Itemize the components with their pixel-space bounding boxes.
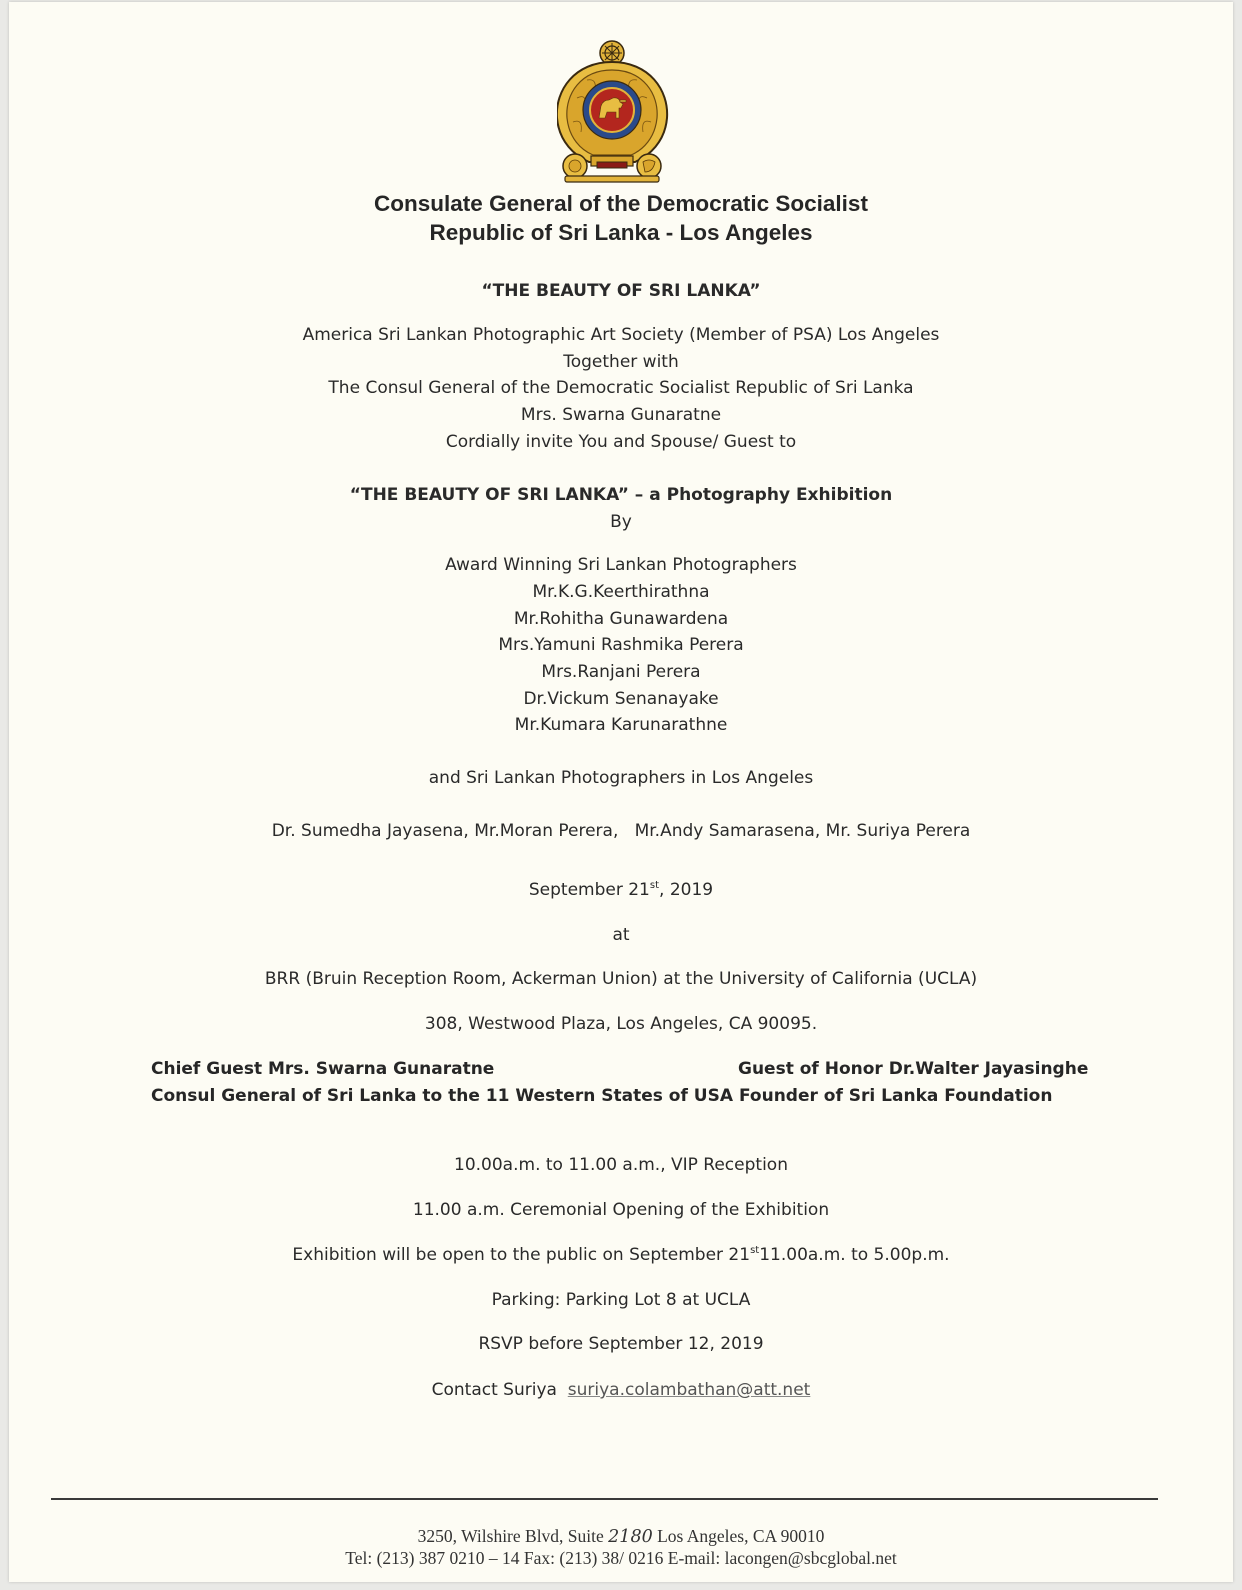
schedule-public-hours <box>9 1244 1233 1266</box>
invitation-line: Together with <box>563 352 679 372</box>
event-address: 308, Westwood Plaza, Los Angeles, CA 90095. <box>424 1014 818 1034</box>
photographer-name: Dr.Vickum Senanayake <box>523 689 719 709</box>
consulate-name-line2: Republic of Sri Lanka - Los Angeles <box>429 220 813 245</box>
event-at: at <box>612 925 630 945</box>
photographer-name: Mrs.Ranjani Perera <box>541 662 701 682</box>
footer-divider <box>51 1498 1158 1500</box>
la-photographers-names: Dr. Sumedha Jayasena, Mr.Moran Perera, Mr.Andy Samarasena, Mr. Suriya Perera <box>271 821 971 841</box>
event-date-main: September 21 <box>528 880 650 900</box>
guest-of-honor-name: Guest of Honor Dr.Walter Jayasinghe <box>738 1059 1089 1079</box>
schedule-opening: 11.00 a.m. Ceremonial Opening of the Exhibition <box>412 1200 830 1220</box>
public-hours-prefix: Exhibition will be open to the public on September 21 <box>292 1245 751 1265</box>
invitation-line: The Consul General of the Democratic Socialist Republic of Sri Lanka <box>328 378 914 398</box>
guest-of-honor-title: Founder of Sri Lanka Foundation <box>739 1086 1053 1106</box>
footer-suite-number: 2180 <box>608 1527 653 1547</box>
photographer-name: Mrs.Yamuni Rashmika Perera <box>498 635 744 655</box>
invitation-line: America Sri Lankan Photographic Art Society (Member of PSA) Los Angeles <box>302 325 940 345</box>
public-hours-suffix: 11.00a.m. to 5.00p.m. <box>759 1245 950 1265</box>
exhibition-by: By <box>610 512 632 532</box>
consulate-name-line1: Consulate General of the Democratic Socialist <box>374 191 868 216</box>
footer-address <box>9 1526 1233 1547</box>
la-photographers-heading: and Sri Lankan Photographers in Los Angeles <box>428 768 814 788</box>
public-hours-ordinal: st <box>750 1245 760 1256</box>
event-date-year: , 2019 <box>659 880 714 900</box>
photographer-name: Mr.K.G.Keerthirathna <box>532 582 710 602</box>
invitation-page <box>9 2 1233 1582</box>
rsvp-info: RSVP before September 12, 2019 <box>478 1334 764 1354</box>
exhibition-title: “THE BEAUTY OF SRI LANKA” – a Photography Exhibition <box>349 485 893 505</box>
photographer-name: Mr.Rohitha Gunawardena <box>513 609 729 629</box>
schedule-reception: 10.00a.m. to 11.00 a.m., VIP Reception <box>454 1155 788 1175</box>
chief-guest-name: Chief Guest Mrs. Swarna Gunaratne <box>151 1059 495 1079</box>
event-venue: BRR (Bruin Reception Room, Ackerman Union) at the University of California (UCLA) <box>264 969 978 989</box>
photographers-heading: Award Winning Sri Lankan Photographers <box>445 555 797 575</box>
chief-guest-title: Consul General of Sri Lanka to the 11 Western States of USA <box>151 1086 733 1106</box>
footer-address-suffix: Los Angeles, CA 90010 <box>652 1526 825 1546</box>
event-date <box>9 879 1233 901</box>
contact-info <box>9 1379 1233 1401</box>
invitation-line: Mrs. Swarna Gunaratne <box>520 405 722 425</box>
document-title: “THE BEAUTY OF SRI LANKA” <box>481 281 761 301</box>
sri-lanka-national-emblem-icon <box>557 38 677 188</box>
contact-email-link[interactable]: suriya.colambathan@att.net <box>567 1380 811 1400</box>
contact-label: Contact Suriya <box>431 1380 557 1400</box>
footer-address-prefix: 3250, Wilshire Blvd, Suite <box>417 1526 609 1546</box>
event-date-ordinal: st <box>649 880 660 891</box>
photographer-name: Mr.Kumara Karunarathne <box>514 715 728 735</box>
invitation-line: Cordially invite You and Spouse/ Guest to <box>445 432 797 452</box>
footer-contact: Tel: (213) 387 0210 – 14 Fax: (213) 38/ 0216 E-mail: lacongen@sbcglobal.net <box>345 1548 897 1568</box>
parking-info: Parking: Parking Lot 8 at UCLA <box>491 1290 751 1310</box>
